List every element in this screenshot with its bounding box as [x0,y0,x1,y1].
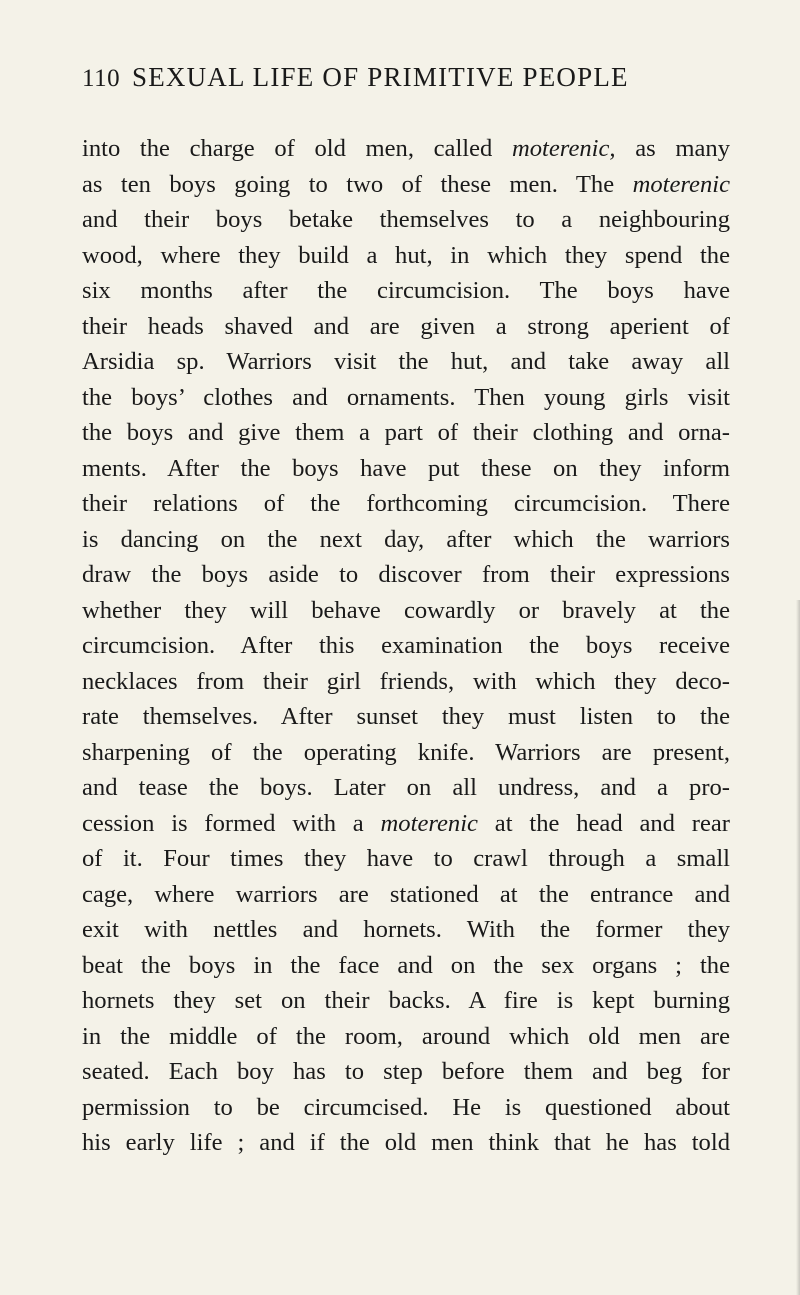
text-line: necklaces from their girl friends, with which they deco- [82,667,730,695]
page-edge-shadow [796,600,800,1295]
text-line: in the middle of the room, around which old men are [82,1022,730,1050]
text-line: his early life ; and if the old men think that he has told [82,1129,730,1156]
text-line: wood, where they build a hut, in which they spend the [82,241,730,269]
text-line: into the charge of old men, called moterenic, as many [82,135,730,162]
running-head [82,58,730,102]
text-line: exit with nettles and hornets. With the former they [82,916,730,943]
text-line: ments. After the boys have put these on they inform [82,454,730,482]
text-line: draw the boys aside to discover from their expressions [82,561,730,588]
text-line: permission to be circumcised. He is questioned about [82,1093,730,1121]
text-line: their heads shaved and are given a strong aperient of [82,312,730,340]
text-line: sharpening of the operating knife. Warriors are present, [82,738,730,766]
text-line: as ten boys going to two of these men. The moterenic [82,170,730,198]
text-line: seated. Each boy has to step before them and beg for [82,1058,730,1085]
text-line: and their boys betake themselves to a neighbouring [82,206,730,233]
text-line: hornets they set on their backs. A fire is kept burning [82,987,730,1014]
text-line: Arsidia sp. Warriors visit the hut, and take away all [82,348,730,375]
text-line: rate themselves. After sunset they must listen to the [82,703,730,730]
text-line: six months after the circumcision. The boys have [82,277,730,304]
book-page [82,58,730,1156]
text-line: is dancing on the next day, after which the warriors [82,525,730,553]
text-line: whether they will behave cowardly or bravely at the [82,596,730,624]
page-number: 110 [82,65,121,92]
text-line: beat the boys in the face and on the sex organs ; the [82,951,730,979]
body-text [82,131,730,1161]
text-line: of it. Four times they have to crawl through a small [82,845,730,872]
text-line: circumcision. After this examination the boys receive [82,632,730,659]
text-line: their relations of the forthcoming circumcision. There [82,490,730,517]
text-line: the boys’ clothes and ornaments. Then young girls visit [82,383,730,411]
running-title: SEXUAL LIFE OF PRIMITIVE PEOPLE [132,62,629,92]
text-line: and tease the boys. Later on all undress, and a pro- [82,774,730,801]
text-line: the boys and give them a part of their clothing and orna- [82,419,730,446]
text-line: cage, where warriors are stationed at the entrance and [82,880,730,908]
text-line: cession is formed with a moterenic at the head and rear [82,809,730,837]
